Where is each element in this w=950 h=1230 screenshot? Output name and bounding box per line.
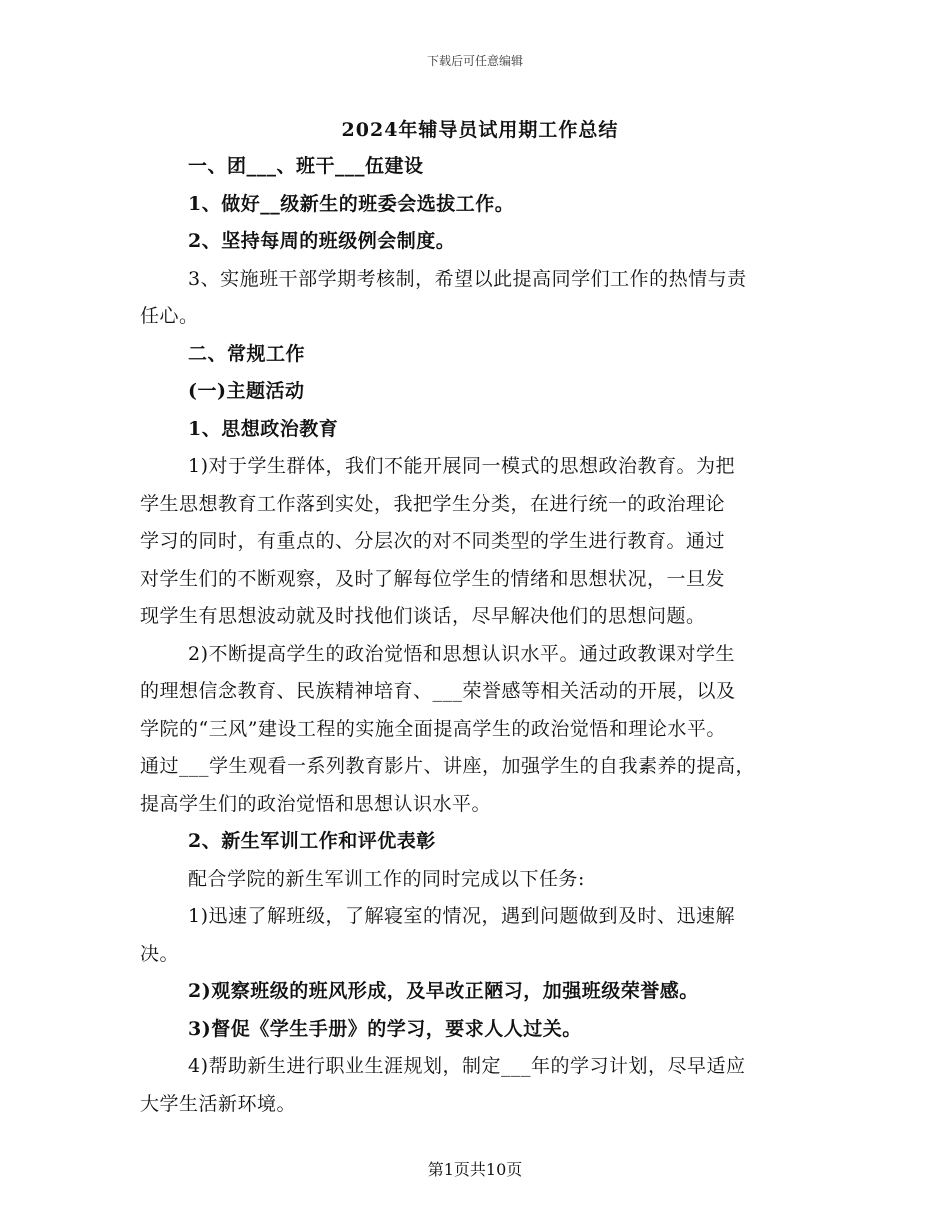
- paragraph: [140, 1048, 820, 1123]
- paragraph-line: 对学生们的不断观察，及时了解每位学生的情绪和思想状况，一旦发: [140, 567, 726, 590]
- list-item: 2、坚持每周的班级例会制度。: [188, 230, 456, 252]
- paragraph: [140, 261, 820, 336]
- list-item: 2)观察班级的班风形成，及早改正陋习，加强班级荣誉感。: [188, 980, 699, 1002]
- paragraph-line: 决。: [140, 942, 180, 965]
- header-note: 下载后可任意编辑: [426, 54, 523, 68]
- paragraph-line: 4)帮助新生进行职业生涯规划，制定___年的学习计划，尽早适应: [188, 1055, 746, 1077]
- paragraph-line: 1)迅速了解班级，了解寝室的情况，遇到问题做到及时、迅速解: [188, 905, 736, 927]
- paragraph-line: 配合学院的新生军训工作的同时完成以下任务:: [188, 867, 585, 890]
- page-footer: 第1页共10页: [427, 1160, 523, 1179]
- list-item: 2、新生军训工作和评优表彰: [188, 830, 436, 852]
- paragraph-line: 现学生有思想波动就及时找他们谈话，尽早解决他们的思想问题。: [140, 605, 706, 627]
- paragraph-line: 任心。: [140, 305, 199, 327]
- paragraph-line: 3、实施班干部学期考核制，希望以此提高同学们工作的热情与责: [188, 267, 747, 290]
- document-title: 2024年辅导员试用期工作总结: [341, 119, 619, 141]
- paragraph-line: 学生思想教育工作落到实处，我把学生分类，在进行统一的政治理论: [140, 492, 726, 515]
- paragraph-line: 1)对于学生群体，我们不能开展同一模式的思想政治教育。为把: [188, 455, 736, 477]
- paragraph-line: 学习的同时，有重点的、分层次的对不同类型的学生进行教育。通过: [140, 530, 726, 552]
- list-item: 1、思想政治教育: [188, 417, 339, 440]
- paragraph: [140, 636, 820, 824]
- paragraph-line: 提高学生们的政治觉悟和思想认识水平。: [140, 792, 492, 815]
- section-heading-1: 一、团___、班干___伍建设: [188, 155, 424, 177]
- paragraph-line: 的理想信念教育、民族精神培育、___荣誉感等相关活动的开展，以及: [140, 680, 736, 702]
- document-body: [140, 112, 820, 1123]
- paragraph-line: 通过___学生观看一系列教育影片、讲座，加强学生的自我素养的提高，: [140, 755, 756, 777]
- paragraph-line: 学院的“三风”建设工程的实施全面提高学生的政治觉悟和理论水平。: [140, 717, 726, 740]
- section-heading-2: 二、常规工作: [188, 342, 306, 365]
- paragraph: [140, 448, 820, 636]
- paragraph-line: 大学生活新环境。: [140, 1092, 297, 1115]
- list-item: 3)督促《学生手册》的学习，要求人人过关。: [188, 1017, 582, 1040]
- paragraph-line: 2)不断提高学生的政治觉悟和思想认识水平。通过政教课对学生: [188, 642, 736, 665]
- subsection-heading: (一)主题活动: [188, 380, 305, 402]
- paragraph: [140, 898, 820, 973]
- list-item: 1、做好__级新生的班委会选拔工作。: [188, 192, 515, 215]
